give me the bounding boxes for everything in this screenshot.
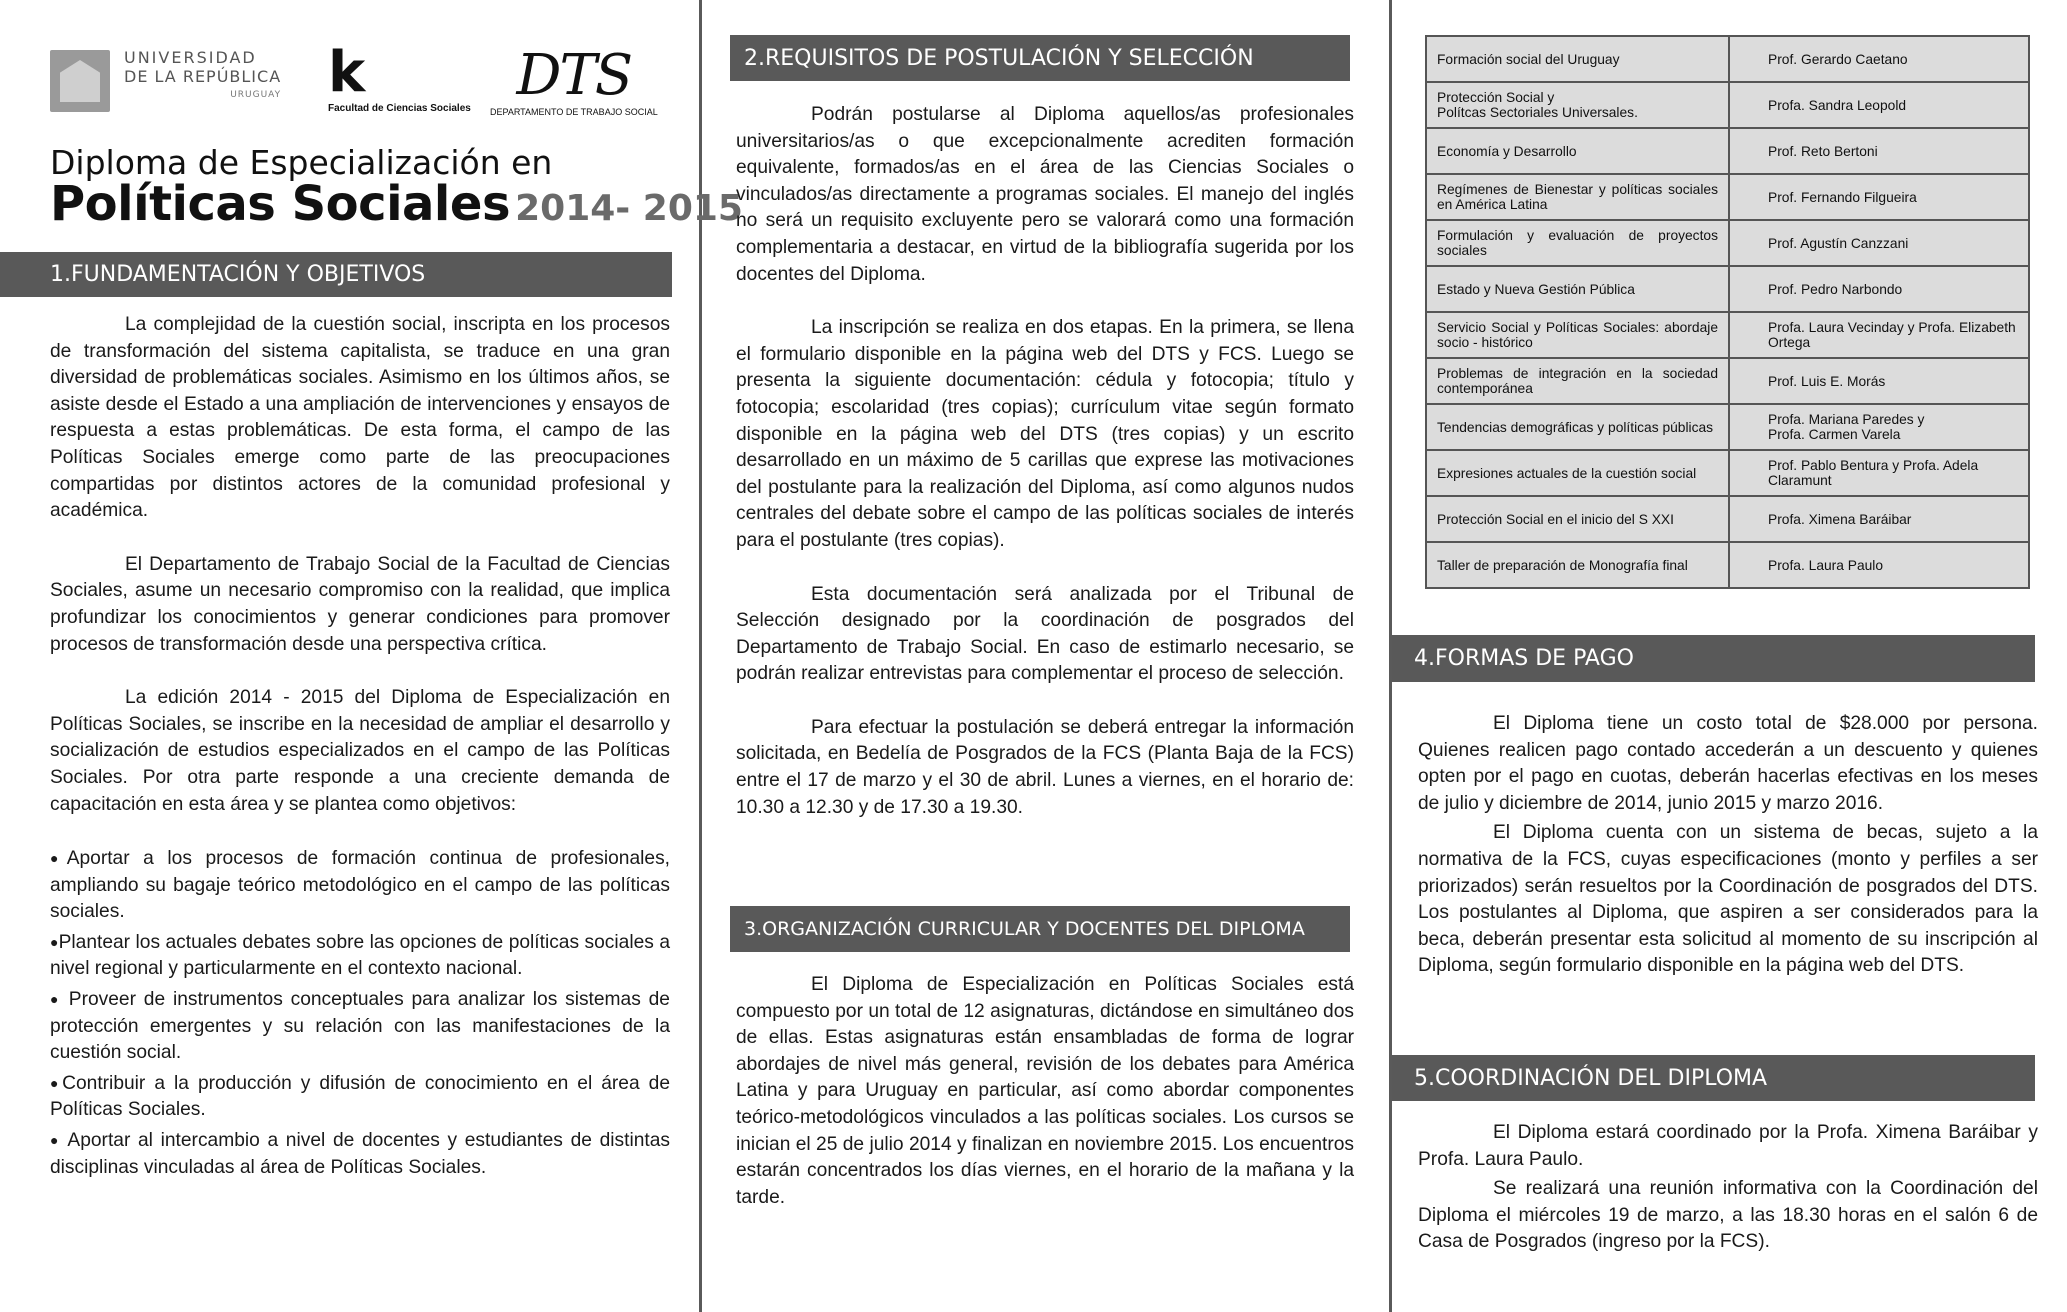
section3-paragraph-1: El Diploma de Especialización en Políticas Sociales está compuesto por un total de 12 asignaturas, dictándose en simultáneo dos de ellas. Estas asignaturas están ensambladas de forma de lograr abordajes de nivel más general, revisión de los debates para América Latina y para Uruguay en particular, así como abordar componentes teórico-metodológicos vinculados a las políticas sociales. Los cursos se inician el 25 de julio 2014 y finalizan en noviembre 2015. Los encuentros estarán concentrados los días viernes, en el horario de la mañana y la tarde. [736, 974, 1354, 1208]
courses-table [1425, 35, 2030, 589]
course-teacher: Prof. Gerardo Caetano [1729, 36, 2029, 82]
bullet-icon: ● [50, 1074, 63, 1091]
course-subject: Servicio Social y Políticas Sociales: abordaje socio - histórico [1426, 312, 1729, 358]
course-row [1426, 496, 2029, 542]
course-row [1426, 36, 2029, 82]
udelar-logo [50, 50, 281, 112]
course-subject: Taller de preparación de Monografía final [1426, 542, 1729, 588]
course-subject: Formulación y evaluación de proyectos sociales [1426, 220, 1729, 266]
course-row [1426, 82, 2029, 128]
course-row [1426, 358, 2029, 404]
course-subject: Formación social del Uruguay [1426, 36, 1729, 82]
bullet-icon: ● [50, 933, 59, 950]
course-teacher: Prof. Fernando Filgueira [1729, 174, 2029, 220]
course-row [1426, 450, 2029, 496]
course-row [1426, 220, 2029, 266]
university-name-line1: UNIVERSIDAD [124, 48, 257, 67]
title-main: Políticas Sociales [50, 176, 511, 232]
objective-item: ● Proveer de instrumentos conceptuales para analizar los sistemas de protección emergentes y su relación con las manifestaciones de la cuestión social. [50, 989, 670, 1064]
objective-item: ●Plantear los actuales debates sobre las opciones de políticas sociales a nivel regional y particularmente en el contexto nacional. [50, 931, 670, 980]
section5-heading: 5.COORDINACIÓN DEL DIPLOMA [1392, 1055, 2035, 1101]
course-teacher: Profa. Sandra Leopold [1729, 82, 2029, 128]
bullet-icon: ● [50, 991, 61, 1008]
section4-paragraph-1: El Diploma tiene un costo total de $28.000 por persona. Quienes realicen pago contado accederán a un descuento y quienes opten por el pago en cuotas, deberán hacerlas efectivas en los meses de julio y diciembre de 2014, junio 2015 y marzo 2016. [1418, 713, 2038, 814]
panel-middle [700, 0, 1390, 1312]
section2-body [736, 102, 1354, 821]
course-teacher: Profa. Laura Vecinday y Profa. Elizabeth Ortega [1729, 312, 2029, 358]
course-row [1426, 542, 2029, 588]
section2-paragraph-1: Podrán postularse al Diploma aquellos/as profesionales universitarios/as o que excepcionalmente acrediten formación equivalente, formados/as en el área de las Ciencias Sociales o vinculados/as directamente a programas sociales. El manejo del inglés no será un requisito excluyente pero se valorará como una formación complementaria a destacar, en virtud de la bibliografía sugerida por los docentes del Diploma. [736, 104, 1354, 285]
logo-strip [50, 40, 660, 125]
university-country: URUGUAY [230, 90, 282, 100]
section1-heading: 1.FUNDAMENTACIÓN Y OBJETIVOS [0, 252, 672, 297]
dts-logo [490, 45, 658, 117]
section3-heading: 3.ORGANIZACIÓN CURRICULAR Y DOCENTES DEL DIPLOMA [730, 906, 1350, 952]
objective-item: ●Aportar a los procesos de formación continua de profesionales, ampliando su bagaje teórico metodológico en el campo de las políticas sociales. [50, 848, 670, 923]
faculty-name: Facultad de Ciencias Sociales [328, 103, 471, 114]
university-name-line2: DE LA REPÚBLICA [124, 67, 282, 86]
course-subject: Estado y Nueva Gestión Pública [1426, 266, 1729, 312]
course-row [1426, 404, 2029, 450]
course-row [1426, 266, 2029, 312]
course-subject: Protección Social en el inicio del S XXI [1426, 496, 1729, 542]
title-line1: Diploma de Especialización en [50, 143, 553, 182]
university-building-icon [50, 50, 110, 112]
bullet-icon: ● [50, 850, 67, 867]
section2-paragraph-2: La inscripción se realiza en dos etapas. En la primera, se llena el formulario disponible en la página web del DTS y FCS. Luego se presenta la siguiente documentación: cédula y fotocopia; título y fotocopia; escolaridad (tres copias); currículum vitae según formato disponible en la página web del DTS (tres copias) y un escrito desarrollado en un máximo de 5 carillas que exprese las motivaciones del postulante para la realización del Diploma, así como algunos nudos centrales del debate sobre el campo de las políticas sociales de interés para el postulante (tres copias). [736, 317, 1354, 551]
course-row [1426, 128, 2029, 174]
bullet-icon: ● [50, 1132, 61, 1149]
course-teacher: Prof. Reto Bertoni [1729, 128, 2029, 174]
course-subject: Expresiones actuales de la cuestión social [1426, 450, 1729, 496]
section4-heading: 4.FORMAS DE PAGO [1392, 635, 2035, 682]
course-teacher: Profa. Laura Paulo [1729, 542, 2029, 588]
section1-paragraph-3: La edición 2014 - 2015 del Diploma de Especialización en Políticas Sociales, se inscribe en la necesidad de ampliar el desarrollo y socialización de estudios especializados en el campo de las Políticas Sociales. Por otra parte responde a una creciente demanda de capacitación en esta área y se plantea como objetivos: [50, 687, 670, 815]
course-teacher: Prof. Pablo Bentura y Profa. Adela Claramunt [1729, 450, 2029, 496]
fcs-logo [328, 40, 471, 114]
course-row [1426, 312, 2029, 358]
course-subject: Economía y Desarrollo [1426, 128, 1729, 174]
section1-body [50, 312, 670, 1181]
section3-body [736, 972, 1354, 1211]
course-teacher: Prof. Agustín Canzzani [1729, 220, 2029, 266]
course-teacher: Profa. Mariana Paredes y Profa. Carmen Varela [1729, 404, 2029, 450]
course-row [1426, 174, 2029, 220]
section4-paragraph-2: El Diploma cuenta con un sistema de becas, sujeto a la normativa de la FCS, cuyas especificaciones (monto y perfiles a ser priorizados) serán resueltos por la Coordinación de posgrados del DTS. Los postulantes al Diploma, que aspiren a ser considerados para la beca, deberán presentar esta solicitud al momento de su inscripción al Diploma, según formulario disponible en la página web del DTS. [1418, 822, 2038, 977]
objective-item: ● Aportar al intercambio a nivel de docentes y estudiantes de distintas disciplinas vinculadas al área de Políticas Sociales. [50, 1130, 670, 1178]
course-subject: Regímenes de Bienestar y políticas sociales en América Latina [1426, 174, 1729, 220]
section1-paragraph-2: El Departamento de Trabajo Social de la Facultad de Ciencias Sociales, asume un necesario compromiso con la realidad, que implica profundizar los conocimientos y generar condiciones para promover procesos de transformación desde una perspectiva crítica. [50, 553, 670, 655]
dts-name: DEPARTAMENTO DE TRABAJO SOCIAL [490, 107, 658, 117]
dts-mark: DTS [516, 43, 632, 108]
section4-body [1418, 711, 2038, 980]
objective-item: ●Contribuir a la producción y difusión de conocimiento en el área de Políticas Sociales. [50, 1072, 670, 1121]
title-years: 2014- 2015 [515, 188, 743, 229]
section5-body [1418, 1120, 2038, 1256]
section1-paragraph-1: La complejidad de la cuestión social, inscripta en los procesos de transformación del sistema capitalista, se traduce en una gran diversidad de problemáticas sociales. Asimismo en los últimos años, se asiste desde el Estado a una ampliación de intervenciones y ensayos de respuesta a estas problemáticas. De esta forma, el campo de las Políticas Sociales emerge como parte de las preocupaciones compartidas por distintos actores de la comunidad profesional y académica. [50, 314, 670, 522]
course-subject: Tendencias demográficas y políticas públicas [1426, 404, 1729, 450]
course-teacher: Prof. Pedro Narbondo [1729, 266, 2029, 312]
section5-paragraph-1: El Diploma estará coordinado por la Profa. Ximena Baráibar y Profa. Laura Paulo. [1418, 1122, 2038, 1170]
course-teacher: Profa. Ximena Baráibar [1729, 496, 2029, 542]
panel-left [0, 0, 743, 1312]
section5-paragraph-2: Se realizará una reunión informativa con la Coordinación del Diploma el miércoles 19 de marzo, a las 18.30 horas en el salón 6 de Casa de Posgrados (ingreso por la FCS). [1418, 1178, 2038, 1253]
title-line2 [50, 176, 743, 232]
section2-paragraph-3: Esta documentación será analizada por el Tribunal de Selección designado por la coordinación de posgrados del Departamento de Trabajo Social. En caso de estimarlo necesario, se podrán realizar entrevistas para complementar el proceso de selección. [736, 583, 1354, 685]
course-teacher: Prof. Luis E. Morás [1729, 358, 2029, 404]
fcs-mark: k [328, 40, 366, 105]
course-subject: Protección Social y Polítcas Sectoriales Universales. [1426, 82, 1729, 128]
section2-heading: 2.REQUISITOS DE POSTULACIÓN Y SELECCIÓN [730, 35, 1350, 81]
section2-paragraph-4: Para efectuar la postulación se deberá entregar la información solicitada, en Bedelía de Posgrados de la FCS (Planta Baja de la FCS) entre el 17 de marzo y el 30 de abril. Lunes a viernes, en el horario de: 10.30 a 12.30 y de 17.30 a 19.30. [736, 716, 1354, 818]
course-subject: Problemas de integración en la sociedad contemporánea [1426, 358, 1729, 404]
